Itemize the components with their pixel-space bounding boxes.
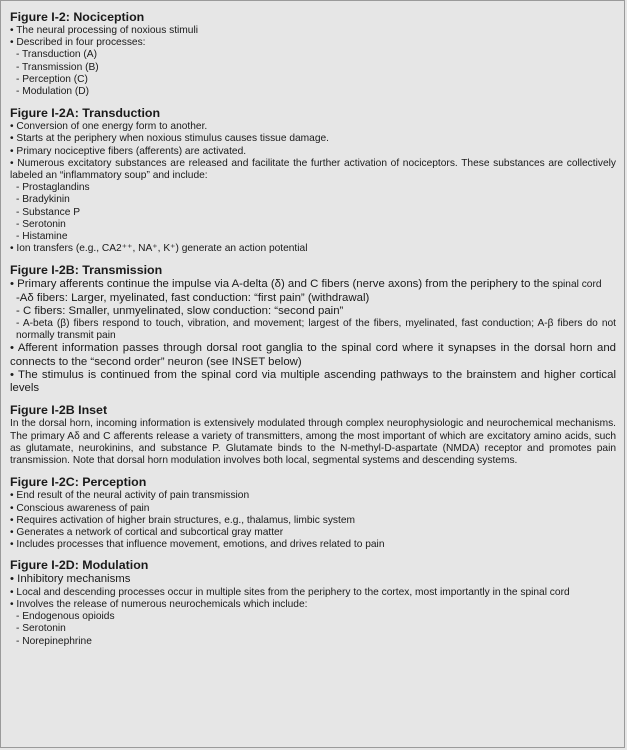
sub-item: - Histamine: [16, 231, 68, 243]
bullet-item: • Inhibitory mechanisms: [10, 573, 131, 586]
sub-item: - C fibers: Smaller, unmyelinated, slow conduction: “second pain”: [16, 304, 344, 317]
section-heading: Figure I-2A: Transduction: [10, 106, 161, 121]
sub-item: - Serotonin: [16, 218, 66, 230]
section-perception: [10, 475, 616, 551]
bullet-item: • Afferent information passes through dorsal root ganglia to the spinal cord where it synapses in the dorsal horn and connects to the “second order” neuron (see INSET below): [10, 342, 616, 368]
bullet-item: • Requires activation of higher brain structures, e.g., thalamus, limbic system: [10, 514, 355, 526]
section-transmission: [10, 263, 616, 395]
sub-item: - Perception (C): [16, 73, 88, 85]
section-heading: Figure I-2: Nociception: [10, 10, 145, 24]
section-nociception: [10, 10, 616, 98]
bullet-item: • Includes processes that influence movement, emotions, and drives related to pain: [10, 539, 385, 551]
bullet-item: • Involves the release of numerous neurochemicals which include:: [10, 598, 308, 610]
bullet-item: • Local and descending processes occur in multiple sites from the periphery to the cortex, most importantly in the spinal cord: [10, 586, 570, 598]
section-transduction: [10, 106, 616, 255]
sub-item: - Serotonin: [16, 623, 66, 635]
section-heading: Figure I-2D: Modulation: [10, 558, 149, 573]
bullet-item: • Ion transfers (e.g., CA2⁺⁺, NA⁺, K⁺) generate an action potential: [10, 243, 308, 255]
sub-item: - Substance P: [16, 206, 80, 218]
section-heading: Figure I-2C: Perception: [10, 475, 147, 490]
bullet-item: [10, 278, 616, 291]
section-modulation: [10, 558, 616, 647]
section-heading: Figure I-2B Inset: [10, 403, 108, 418]
bullet-item: • Described in four processes:: [10, 37, 146, 49]
sub-item: - Bradykinin: [16, 194, 70, 206]
bullet-item: • Generates a network of cortical and subcortical gray matter: [10, 527, 284, 539]
inset-paragraph: In the dorsal horn, incoming information is extensively modulated through complex neurophysiologic and neurochemical mechanisms. The primary Aδ and C afferents release a variety of transmitters, among the most important of which are excitatory amino acids, such as glutamate, neurokinins, and substance P. Glutamate binds to the N-methyl-D-aspartate (NMDA) receptor and promotes pain transmission. Note that dorsal horn modulation involves both local, segmental systems and descending systems.: [10, 418, 616, 467]
bullet-item: • Numerous excitatory substances are released and facilitate the further activation of nociceptors. These substances are collectively labeled an “inflammatory soup” and include:: [10, 157, 616, 182]
bullet-item: • Conscious awareness of pain: [10, 502, 150, 514]
sub-item: - Transmission (B): [16, 61, 99, 73]
sub-item: - Prostaglandins: [16, 182, 90, 194]
sub-item: - A-beta (β) fibers respond to touch, vibration, and movement; largest of the fibers, myelinated, fast conduction; A-β fibers do not normally transmit pain: [16, 318, 616, 342]
sub-item: - Norepinephrine: [16, 635, 92, 647]
section-heading: Figure I-2B: Transmission: [10, 263, 163, 278]
bullet-text: • Primary afferents continue the impulse via A-delta (δ) and C fibers (nerve axons) from the periphery to the: [10, 278, 550, 291]
sub-item: - Endogenous opioids: [16, 611, 115, 623]
bullet-item: • End result of the neural activity of pain transmission: [10, 490, 250, 502]
bullet-item: • The stimulus is continued from the spinal cord via multiple ascending pathways to the brainstem and higher cortical levels: [10, 368, 616, 395]
sub-item: - Transduction (A): [16, 49, 97, 61]
section-inset: [10, 403, 616, 467]
bullet-item: • Primary nociceptive fibers (afferents) are activated.: [10, 145, 247, 157]
sub-item: - Modulation (D): [16, 86, 90, 98]
bullet-item: • Starts at the periphery when noxious stimulus causes tissue damage.: [10, 133, 329, 145]
bullet-text-tail: spinal cord: [552, 279, 602, 291]
sub-item: -Aδ fibers: Larger, myelinated, fast conduction: “first pain” (withdrawal): [16, 291, 370, 304]
bullet-item: • Conversion of one energy form to another.: [10, 121, 208, 133]
bullet-item: • The neural processing of noxious stimuli: [10, 25, 198, 36]
